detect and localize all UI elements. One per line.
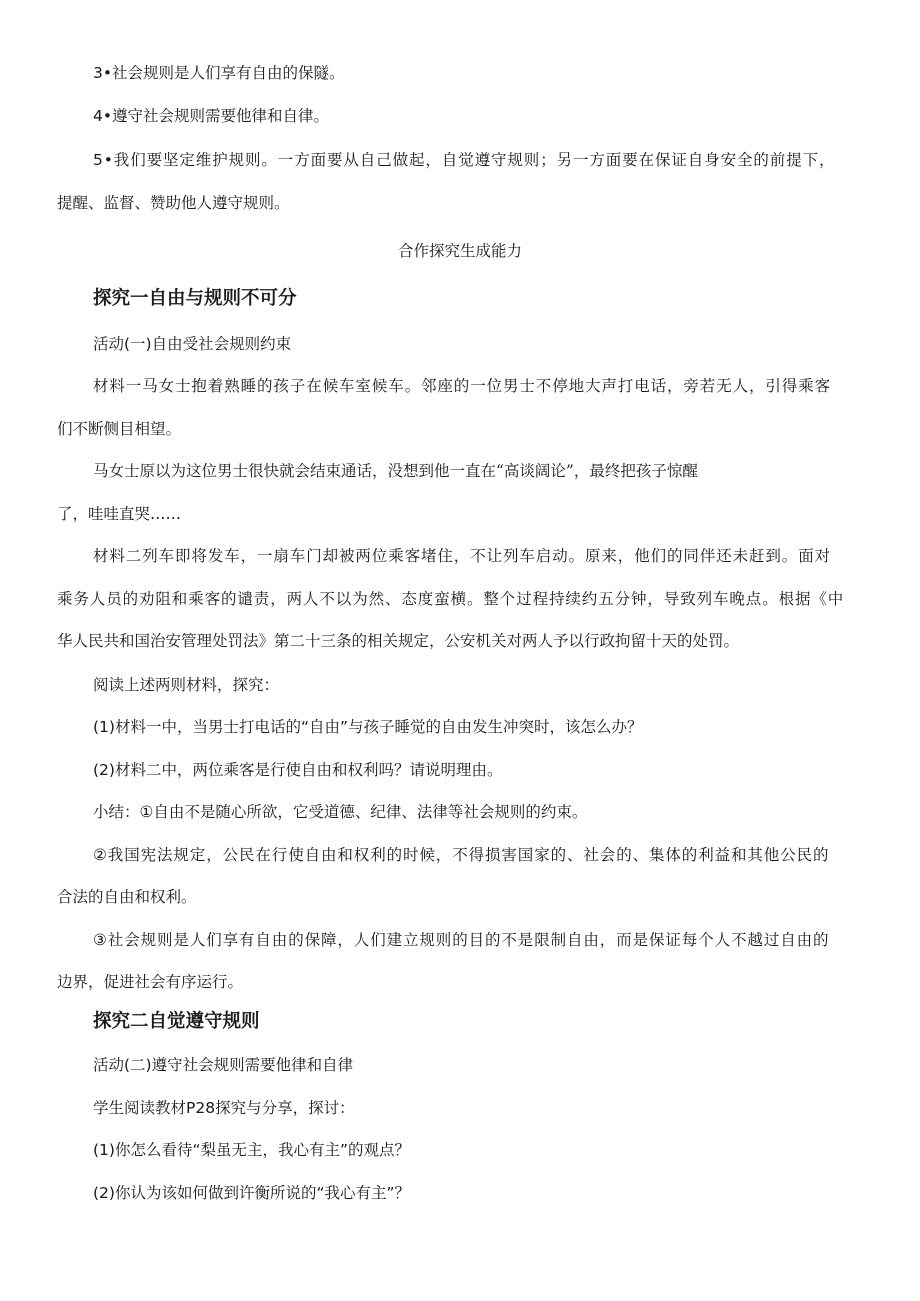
point-3: 3•社会规则是人们享有自由的保隧。: [93, 64, 345, 82]
material-1-line-3: 马女士原以为这位男士很快就会结束通话，没想到他一直在“高谈阔论”，最终把孩子惊醒: [93, 462, 698, 480]
material-2-line-1: 材料二列车即将发车，一扇车门却被两位乘客堵住，不让列车启动。原来，他们的同伴还未赶到。面对: [93, 547, 832, 565]
material-1-line-4: 了，哇哇直哭……: [57, 505, 182, 523]
explore-2-heading: 探究二自觉遵守规则: [93, 1011, 260, 1032]
summary-2-line-1: ②我国宪法规定，公民在行使自由和权利的时候，不得损害国家的、社会的、集体的利益和其他公民的: [93, 846, 830, 864]
question-2: (2)材料二中，两位乘客是行使自由和权利吗？请说明理由。: [93, 761, 503, 779]
question-3: (1)你怎么看待“梨虽无主，我心有主”的观点？: [93, 1141, 411, 1159]
summary-3-line-1: ③社会规则是人们享有自由的保障，人们建立规则的目的不是限制自由，而是保证每个人不越过自由的: [93, 931, 830, 949]
point-5-line-2: 提醒、监督、赞助他人遵守规则。: [57, 194, 290, 212]
summary-2-line-2: 合法的自由和权利。: [57, 888, 197, 906]
question-1: (1)材料一中，当男士打电话的“自由”与孩子睡觉的自由发生冲突时，该怎么办？: [93, 718, 643, 736]
point-4: 4•遵守社会规则需要他律和自律。: [93, 107, 330, 125]
section-title: 合作探究生成能力: [397, 242, 522, 260]
material-2-line-2: 乘务人员的劝阻和乘客的谴责，两人不以为然、态度蛮横。整个过程持续约五分钟，导致列车晚点。根据《中: [57, 590, 845, 608]
instruction: 学生阅读教材P28探究与分享，探讨：: [93, 1099, 355, 1117]
explore-1-heading: 探究一自由与规则不可分: [93, 288, 297, 309]
activity-1-title: 活动(一)自由受社会规则约束: [93, 335, 292, 353]
summary-1: 小结：①自由不是随心所欲，它受道德、纪律、法律等社会规则的约束。: [93, 803, 588, 821]
material-1-line-2: 们不断侧目相望。: [57, 420, 182, 438]
reading-prompt: 阅读上述两则材料，探究：: [93, 676, 280, 694]
point-5-line-1: 5•我们要坚定维护规则。一方面要从自己做起，自觉遵守规则；另一方面要在保证自身安全的前提下，: [93, 151, 836, 169]
material-2-line-3: 华人民共和国治安管理处罚法》第二十三条的相关规定，公安机关对两人予以行政拘留十天的处罚。: [57, 632, 740, 650]
summary-3-line-2: 边界，促进社会有序运行。: [57, 973, 244, 991]
question-4: (2)你认为该如何做到许衡所说的“我心有主”？: [93, 1184, 411, 1202]
activity-2-title: 活动(二)遵守社会规则需要他律和自律: [93, 1056, 354, 1074]
material-1-line-1: 材料一马女士抱着熟睡的孩子在候车室候车。邻座的一位男士不停地大声打电话，旁若无人，引得乘客: [93, 377, 832, 395]
